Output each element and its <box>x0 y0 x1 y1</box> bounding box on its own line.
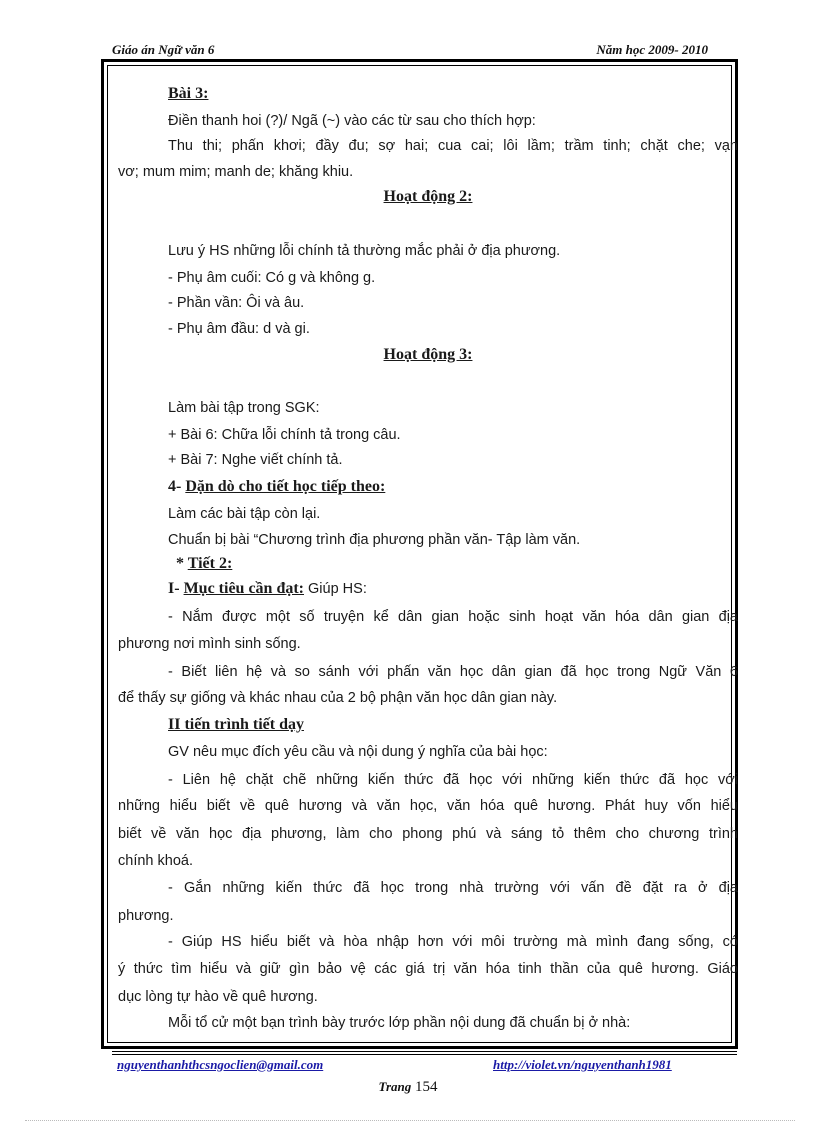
hd2-item-1: - Phụ âm cuối: Có g và không g. <box>168 270 376 286</box>
hoat-dong-3-heading: Hoạt động 3: <box>383 346 473 363</box>
muc-tieu-2-line2: để thấy sự giống và khác nhau của 2 bộ phận văn học dân gian này. <box>118 690 558 706</box>
muc-tieu-number: I- <box>168 580 184 597</box>
hd3-item-2: + Bài 7: Nghe viết chính tả. <box>168 452 343 468</box>
header-school-year: Năm học 2009- 2010 <box>596 42 708 57</box>
page-label: Trang <box>378 1079 412 1094</box>
hd3-item-1: + Bài 6: Chữa lỗi chính tả trong câu. <box>168 427 401 443</box>
section-4-heading <box>168 478 385 496</box>
muc-tieu-2-line1: - Biết liên hệ và so sánh với phấn văn học dân gian đã học trong Ngữ Văn 6 <box>168 664 738 680</box>
para-1-line3: biết về văn học địa phương, làm cho phong phú và sáng tỏ thêm cho chương trình <box>118 826 738 842</box>
muc-tieu-1-line2: phương nơi mình sinh sống. <box>118 636 301 652</box>
footer-rule-bottom <box>112 1054 737 1055</box>
hd2-item-3: - Phụ âm đầu: d và gi. <box>168 321 310 337</box>
tiet-2-title: Tiết 2: <box>187 555 233 572</box>
footer-rule-top <box>112 1051 737 1052</box>
hd3-intro: Làm bài tập trong SGK: <box>168 400 320 416</box>
section-4-item-1: Làm các bài tập còn lại. <box>168 506 321 522</box>
muc-tieu-title: Mục tiêu cần đạt: <box>183 580 304 597</box>
para-2-line1: - Gắn những kiến thức đã học trong nhà trường với vấn đề đặt ra ở địa <box>168 880 738 896</box>
footer-url-link[interactable]: http://violet.vn/nguyenthanh1981 <box>493 1057 672 1072</box>
tiet-2-star: * <box>176 555 188 572</box>
section-4-item-2: Chuẩn bị bài “Chương trình địa phương phần văn- Tập làm văn. <box>168 532 581 548</box>
tien-trinh-heading: II tiến trình tiết dạy <box>168 716 304 733</box>
page-number-value: 154 <box>415 1079 438 1095</box>
section-4-title: Dặn dò cho tiết học tiếp theo: <box>185 478 386 495</box>
last-line: Mỗi tổ cử một bạn trình bày trước lớp phần nội dung đã chuẩn bị ở nhà: <box>168 1015 631 1031</box>
page-number <box>0 1079 816 1096</box>
tiet-2-heading <box>176 555 232 573</box>
hd2-intro: Lưu ý HS những lỗi chính tả thường mắc phải ở địa phương. <box>168 243 561 259</box>
section-4-number: 4- <box>168 478 186 495</box>
muc-tieu-tail: Giúp HS: <box>304 581 367 597</box>
para-1-line4: chính khoá. <box>118 853 193 869</box>
para-3-line1: - Giúp HS hiểu biết và hòa nhập hơn với môi trường mà mình đang sống, có <box>168 934 738 950</box>
para-1-line2: những hiểu biết về quê hương và văn học, văn hóa quê hương. Phát huy vốn hiểu <box>118 798 738 814</box>
bai3-words-line2: vơ; mum mim; manh de; khăng khiu. <box>118 164 354 180</box>
bai3-words-line1: Thu thi; phấn khơi; đầy đu; sợ hai; cua cai; lôi lầm; trầm tinh; chặt che; vạn <box>168 138 738 154</box>
bai3-title: Bài 3: <box>168 85 209 102</box>
gv-intro: GV nêu mục đích yêu cầu và nội dung ý nghĩa của bài học: <box>168 744 548 760</box>
muc-tieu-heading <box>168 580 367 598</box>
footer-email-link[interactable]: nguyenthanhthcsngoclien@gmail.com <box>117 1057 324 1072</box>
para-3-line3: dục lòng tự hào về quê hương. <box>118 989 318 1005</box>
para-2-line2: phương. <box>118 908 174 924</box>
bai3-instruction: Điền thanh hoi (?)/ Ngã (~) vào các từ sau cho thích hợp: <box>168 113 536 129</box>
hd2-item-2: - Phần vần: Ôi và âu. <box>168 295 305 311</box>
para-1-line1: - Liên hệ chặt chẽ những kiến thức đã học với những kiến thức đã học với <box>168 772 738 788</box>
muc-tieu-1-line1: - Nắm được một số truyện kể dân gian hoặc sinh hoạt văn hóa dân gian địa <box>168 609 738 625</box>
page-border-inner <box>107 65 732 1043</box>
para-3-line2: ý thức tìm hiểu và giữ gìn bảo vệ các giá trị văn hóa tinh thần của quê hương. Giáo <box>118 961 738 977</box>
header-course-title: Giáo án Ngữ văn 6 <box>112 42 215 57</box>
hoat-dong-2-heading: Hoạt động 2: <box>383 188 473 205</box>
page-bottom-divider <box>25 1120 795 1121</box>
